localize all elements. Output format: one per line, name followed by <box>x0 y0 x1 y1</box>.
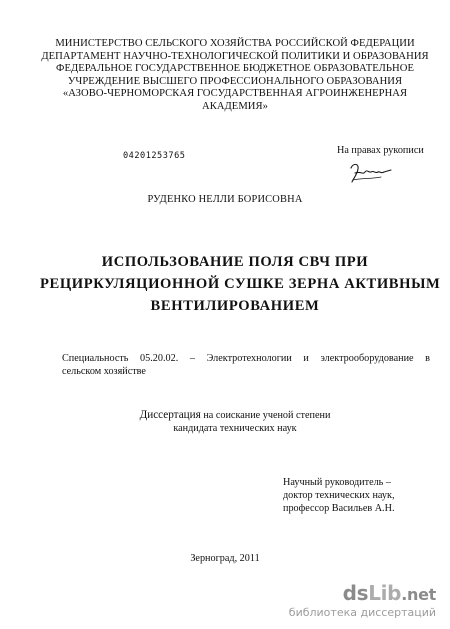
degree-line-1 <box>40 409 430 422</box>
watermark-net: .net <box>401 585 436 604</box>
advisor-line: Научный руководитель – <box>283 477 391 488</box>
specialty-word: электрооборудование <box>320 353 414 364</box>
degree-purpose: на соискание ученой степени <box>200 410 331 421</box>
advisor-line: доктор технических наук, <box>283 489 395 501</box>
place-and-year: Зерноград, 2011 <box>190 553 260 564</box>
header-line: ДЕПАРТАМЕНТ НАУЧНО-ТЕХНОЛОГИЧЕСКОЙ ПОЛИТИКИ И ОБРАЗОВАНИЯ <box>41 50 429 62</box>
watermark-ds: ds <box>342 581 369 605</box>
author-name: РУДЕНКО НЕЛЛИ БОРИСОВНА <box>147 194 303 205</box>
dissertation-label: Диссертация <box>139 409 201 421</box>
scientific-advisor <box>283 477 395 515</box>
watermark-logo <box>289 582 436 606</box>
specialty-dash: – <box>189 353 195 364</box>
specialty-word: в <box>425 353 430 364</box>
watermark-subtitle: библиотека диссертаций <box>288 606 436 619</box>
header-line: УЧРЕЖДЕНИЕ ВЫСШЕГО ПРОФЕССИОНАЛЬНОГО ОБРАЗОВАНИЯ <box>67 75 403 87</box>
advisor-line: профессор Васильев А.Н. <box>283 502 395 514</box>
title-line: ИСПОЛЬЗОВАНИЕ ПОЛЯ СВЧ ПРИ <box>101 254 369 270</box>
dslib-watermark <box>289 582 436 619</box>
header-line: ФЕДЕРАЛЬНОЕ ГОСУДАРСТВЕННОЕ БЮДЖЕТНОЕ ОБРАЗОВАТЕЛЬНОЕ <box>56 63 414 75</box>
specialty-code: 05.20.02. <box>140 353 179 364</box>
handwritten-signature <box>347 160 395 186</box>
specialty-word: и <box>303 353 309 364</box>
institution-header <box>40 38 430 114</box>
specialty-label: Специальность <box>62 353 129 364</box>
specialty-line-1 <box>62 353 430 366</box>
title-line: РЕЦИРКУЛЯЦИОННОЙ СУШКЕ ЗЕРНА АКТИВНЫМ <box>40 276 441 292</box>
header-line: МИНИСТЕРСТВО СЕЛЬСКОГО ХОЗЯЙСТВА РОССИЙСКОЙ ФЕДЕРАЦИИ <box>55 38 415 49</box>
rights-note: На правах рукописи <box>337 145 424 156</box>
document-code: 04201253765 <box>123 151 186 161</box>
degree-line-2: кандидата технических наук <box>173 423 297 434</box>
header-line: АКАДЕМИЯ» <box>202 100 268 112</box>
dissertation-title <box>40 251 441 317</box>
specialty-line-2: сельском хозяйстве <box>62 365 146 377</box>
specialty-block <box>62 353 430 378</box>
title-line: ВЕНТИЛИРОВАНИЕМ <box>150 298 320 314</box>
watermark-lib: Lib <box>368 581 402 605</box>
dissertation-degree <box>40 409 430 435</box>
specialty-word: Электротехнологии <box>206 353 292 364</box>
header-line: «АЗОВО-ЧЕРНОМОРСКАЯ ГОСУДАРСТВЕННАЯ АГРОИНЖЕНЕРНАЯ <box>62 88 408 100</box>
